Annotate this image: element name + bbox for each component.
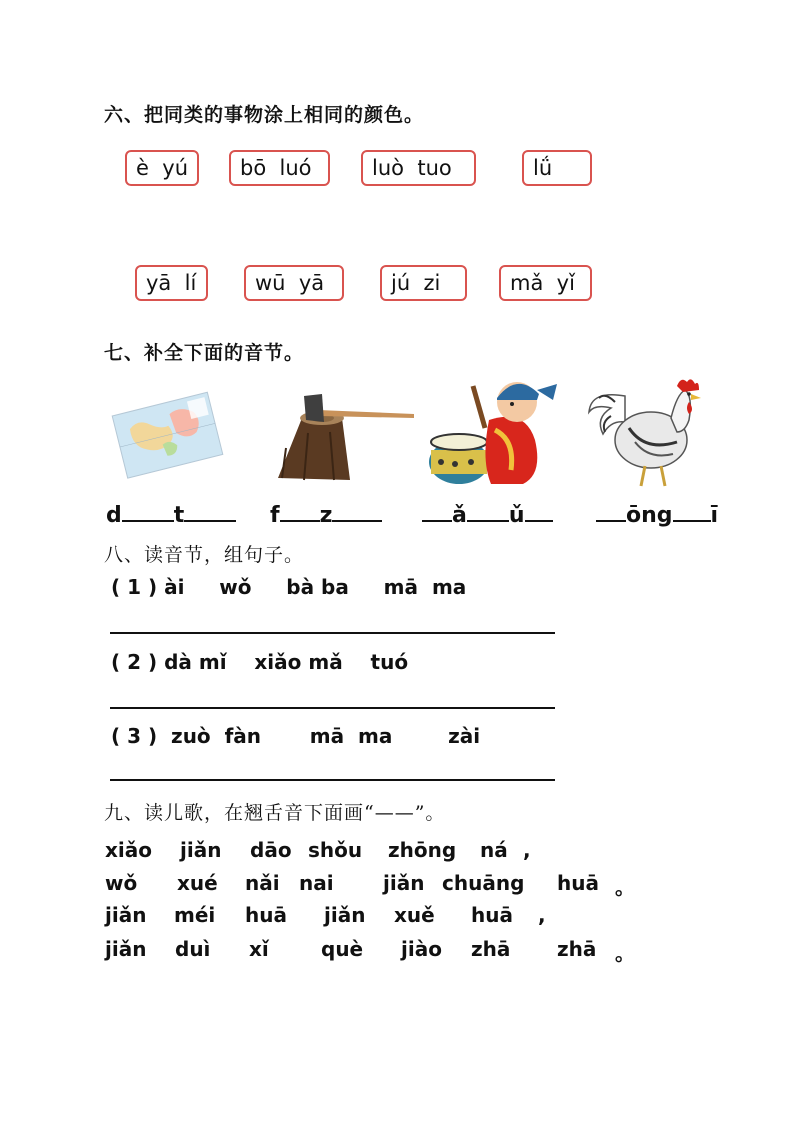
poem-syllable[interactable]: chuāng xyxy=(442,871,525,895)
pinyin-box[interactable]: jú zi xyxy=(380,265,467,301)
poem-syllable[interactable]: shǒu xyxy=(308,838,363,862)
poem-syllable[interactable]: wǒ xyxy=(105,871,138,895)
blank-line[interactable] xyxy=(467,500,509,522)
fill-blank-4[interactable] xyxy=(596,500,718,528)
pinyin-box[interactable]: luò tuo xyxy=(361,150,476,186)
poem-syllable[interactable]: méi xyxy=(174,903,216,927)
poem-syllable[interactable]: jiǎn xyxy=(324,903,366,927)
syllable-part: ǔ xyxy=(508,503,525,528)
fill-blank-3[interactable] xyxy=(422,500,553,528)
poem-syllable[interactable]: xué xyxy=(177,871,218,895)
poem-syllable[interactable]: jiǎn xyxy=(105,937,147,961)
syllable-part: t xyxy=(173,503,185,528)
sentence-item: ( 2 ) dà mǐ xiǎo mǎ tuó xyxy=(111,650,409,674)
punctuation: 。 xyxy=(615,941,635,965)
poem-syllable[interactable]: xǐ xyxy=(249,937,269,961)
pinyin-box[interactable]: è yú xyxy=(125,150,199,186)
poem-syllable[interactable]: huā xyxy=(557,871,599,895)
pinyin-box[interactable]: yā lí xyxy=(135,265,208,301)
fill-blank-2[interactable] xyxy=(270,500,382,528)
map-picture xyxy=(112,385,224,480)
blank-line[interactable] xyxy=(596,500,626,522)
answer-line[interactable] xyxy=(110,779,555,781)
poem-syllable[interactable]: xiǎo xyxy=(105,838,152,862)
punctuation: 。 xyxy=(615,875,635,899)
blank-line[interactable] xyxy=(184,500,236,522)
syllable-part: ōng xyxy=(626,503,673,528)
punctuation: , xyxy=(523,838,531,862)
syllable-part: d xyxy=(106,503,122,528)
pinyin-box[interactable]: lǘ xyxy=(522,150,592,186)
rooster-picture xyxy=(585,372,705,490)
punctuation: , xyxy=(538,903,546,927)
blank-line[interactable] xyxy=(332,500,382,522)
blank-line[interactable] xyxy=(422,500,452,522)
pinyin-box[interactable]: mǎ yǐ xyxy=(499,265,592,301)
poem-syllable[interactable]: nǎi xyxy=(245,871,280,895)
section-6-title: 六、把同类的事物涂上相同的颜色。 xyxy=(104,104,425,126)
poem-syllable[interactable]: xuě xyxy=(394,903,435,927)
axe-stump-picture xyxy=(268,388,418,483)
syllable-part: ǎ xyxy=(452,503,467,528)
blank-line[interactable] xyxy=(122,500,174,522)
poem-syllable[interactable]: jiào xyxy=(401,937,442,961)
poem-syllable[interactable]: jiǎn xyxy=(105,903,147,927)
poem-syllable[interactable]: què xyxy=(321,937,364,961)
sentence-item: ( 1 ) ài wǒ bà ba mā ma xyxy=(111,575,467,599)
pinyin-box[interactable]: bō luó xyxy=(229,150,330,186)
pinyin-box[interactable]: wū yā xyxy=(244,265,344,301)
section-7-title: 七、补全下面的音节。 xyxy=(104,342,305,364)
poem-syllable[interactable]: duì xyxy=(175,937,211,961)
poem-syllable[interactable]: jiǎn xyxy=(383,871,425,895)
fill-blank-1[interactable] xyxy=(106,500,236,528)
section-9-title: 九、读儿歌，在翘舌音下面画“——”。 xyxy=(104,802,446,824)
poem-syllable[interactable]: zhā xyxy=(471,937,511,961)
poem-syllable[interactable]: huā xyxy=(471,903,513,927)
poem-syllable[interactable]: dāo xyxy=(250,838,292,862)
syllable-part: f xyxy=(270,503,280,528)
poem-syllable[interactable]: zhā xyxy=(557,937,597,961)
answer-line[interactable] xyxy=(110,632,555,634)
poem-syllable[interactable]: ná xyxy=(480,838,508,862)
poem-syllable[interactable]: huā xyxy=(245,903,287,927)
sentence-item: ( 3 ) zuò fàn mā ma zài xyxy=(111,724,481,748)
blank-line[interactable] xyxy=(673,500,711,522)
section-8-title: 八、读音节，组句子。 xyxy=(104,544,305,566)
syllable-part: z xyxy=(319,503,333,528)
poem-syllable[interactable]: jiǎn xyxy=(180,838,222,862)
poem-syllable[interactable]: zhōng xyxy=(388,838,457,862)
drummer-picture xyxy=(425,370,560,488)
blank-line[interactable] xyxy=(525,500,553,522)
blank-line[interactable] xyxy=(280,500,320,522)
poem-syllable[interactable]: nai xyxy=(299,871,334,895)
syllable-part: ī xyxy=(710,503,719,528)
answer-line[interactable] xyxy=(110,707,555,709)
